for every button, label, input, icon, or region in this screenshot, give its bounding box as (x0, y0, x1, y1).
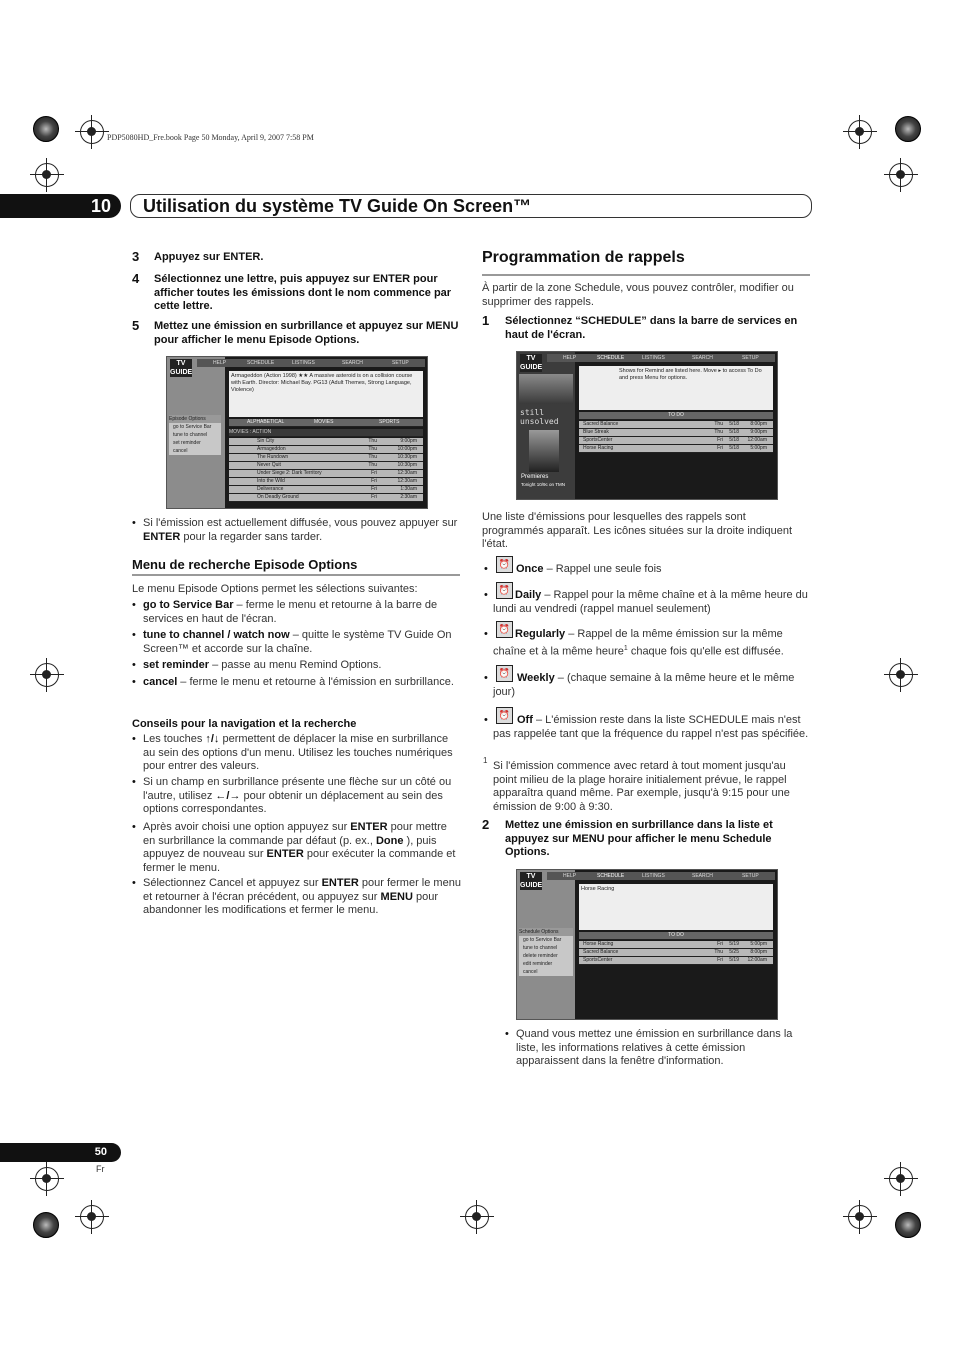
color-disc-top-right (895, 116, 921, 142)
language-code: Fr (96, 1164, 105, 1174)
row-date: 5/18 (729, 445, 739, 451)
row-time: 10:30pm (397, 454, 417, 460)
tv-guide-logo: TV GUIDE (520, 355, 543, 371)
menu-heading: Menu de recherche Episode Options (132, 557, 358, 572)
list-intro: Une liste d'émissions pour lesquelles des rappels sont programmés apparaît. Les icônes situées sur la droite indiquent l'état. (482, 511, 793, 550)
row-title: Armageddon (257, 446, 286, 452)
section-intro: À partir de la zone Schedule, vous pouvez contrôler, modifier ou supprimer des rappels. (482, 282, 794, 308)
row-title: Deliverance (257, 486, 284, 492)
state-regularly: Regularly – Rappel de la même émission sur la même chaîne et à la même heure$^1$ chaque fois qu'elle est diffusée. (493, 628, 784, 658)
table-row[interactable] (579, 949, 773, 957)
row-time: 12:30am (397, 478, 417, 484)
left-right-arrow-icon: ←/→ (215, 789, 241, 802)
row-title: Sin City (257, 438, 275, 444)
tip-up-down: Les touches ↑/↓ permettent de déplacer la mise en surbrillance au sein des options d'un menu. Utilisez les touches numériques pour entrer des valeurs. (143, 733, 453, 772)
ad-image (519, 374, 573, 404)
row-time: 9:00pm (400, 438, 417, 444)
registration-mark-mid-right (884, 658, 918, 692)
reminder-off-icon: ⏰ (496, 707, 513, 724)
registration-mark-bottom-left (30, 1162, 64, 1196)
color-disc-bottom-right (895, 1212, 921, 1238)
registration-mark-bottom-center (460, 1200, 494, 1234)
to-do-bar: TO DO (579, 412, 773, 420)
ad-subcaption: Tonight 10/9c on TMN (521, 482, 565, 487)
row-day: Fri (371, 478, 377, 484)
info-window: Horse Racing (579, 884, 773, 930)
chapter-title: Utilisation du système TV Guide On Screen™ (143, 196, 532, 216)
registration-mark-bottom-right (884, 1162, 918, 1196)
tab-search: SEARCH (342, 360, 363, 366)
row-title: Horse Racing (583, 941, 614, 947)
table-row[interactable] (229, 446, 423, 454)
row-title: Sacred Balance (583, 949, 619, 955)
registration-mark-top-left-2 (30, 158, 64, 192)
row-time: 12:00am (747, 957, 767, 963)
row-title: Sacred Balance (583, 421, 619, 427)
table-row[interactable] (579, 429, 773, 437)
step5-text: Mettez une émission en surbrillance et appuyez sur MENU pour afficher le menu Episode Options. (154, 320, 459, 346)
row-title: On Deadly Ground (257, 494, 299, 500)
reminder-regularly-icon: ⏰ (496, 621, 513, 638)
episode-options-screenshot (166, 356, 428, 509)
schedule-screenshot (516, 351, 778, 500)
tab-search: SEARCH (692, 873, 713, 879)
row-title: Into the Wild (257, 478, 285, 484)
tip-cancel: Sélectionnez Cancel et appuyez sur ENTER pour fermer le menu et retourner à l'écran précédent, ou appuyez sur MENU pour abandonner les modifications et fermer le menu. (143, 877, 461, 916)
row-day: Thu (368, 462, 377, 468)
step3-number: 3 (132, 249, 140, 264)
row-title: SportsCenter (583, 437, 613, 443)
row-time: 8:00pm (750, 421, 767, 427)
row-day: Thu (368, 454, 377, 460)
section-heading-rule (482, 274, 810, 276)
step4-text: Sélectionnez une lettre, puis appuyez sur ENTER pour afficher toutes les émissions dont le nom commence par cette lettre. (154, 273, 452, 312)
chapter-number: 10 (0, 194, 121, 218)
search-bar: ALPHABETICAL MOVIES SPORTS (229, 419, 423, 427)
color-disc-bottom-left (33, 1212, 59, 1238)
registration-mark-top-left (75, 115, 109, 149)
section-heading: Programmation de rappels (482, 249, 685, 266)
row-title: Horse Racing (583, 445, 614, 451)
table-row[interactable] (229, 470, 423, 478)
option-set-reminder: set reminder – passe au menu Remind Options. (143, 659, 382, 671)
tip-left-right: Si un champ en surbrillance présente une flèche sur un côté ou l'autre, utilisez ←/→ pour obtenir un déplacement au sein des options correspondantes. (143, 776, 452, 815)
row-time: 1:30am (400, 486, 417, 492)
registration-mark-top-right-2 (884, 158, 918, 192)
row-time: 12:30am (397, 470, 417, 476)
row-date: 5/18 (729, 421, 739, 427)
row-date: 5/25 (729, 949, 739, 955)
tab-schedule: SCHEDULE (597, 873, 625, 879)
tab-listings: LISTINGS (642, 355, 665, 361)
footnote-number: 1 (483, 756, 488, 765)
registration-mark-bottom-l2 (75, 1200, 109, 1234)
row-day: Thu (714, 949, 723, 955)
row-day: Fri (717, 941, 723, 947)
row-day: Fri (371, 486, 377, 492)
tab-schedule: SCHEDULE (247, 360, 275, 366)
step1-number: 1 (482, 313, 490, 328)
row-title: Under Siege 2: Dark Territory (257, 470, 322, 476)
color-disc-top-left (33, 116, 59, 142)
table-row[interactable] (229, 478, 423, 486)
reminder-weekly-icon: ⏰ (496, 665, 513, 682)
row-day: Fri (371, 470, 377, 476)
option-cancel: cancel – ferme le menu et retourne à l'émission en surbrillance. (143, 676, 454, 688)
step2-number: 2 (482, 817, 490, 832)
row-title: Never Quit (257, 462, 281, 468)
category-label: MOVIES : ACTION (229, 429, 423, 437)
row-day: Fri (371, 494, 377, 500)
row-time: 10:00pm (397, 446, 417, 452)
table-row[interactable] (579, 437, 773, 445)
state-daily: Daily – Rappel pour la même chaîne et à la même heure du lundi au vendredi (rappel manuel seulement) (493, 589, 808, 615)
option-tune-channel: tune to channel / watch now – quitte le système TV Guide On Screen™ et accorde sur la chaîne. (143, 629, 452, 655)
row-time: 10:30pm (397, 462, 417, 468)
table-row[interactable] (229, 454, 423, 462)
row-day: Fri (717, 437, 723, 443)
schedule-options-menu: Schedule Options go to Service Bar tune to channel delete reminder edit reminder cancel (519, 928, 573, 976)
tab-setup: SETUP (742, 873, 759, 879)
registration-mark-bottom-r2 (843, 1200, 877, 1234)
tab-listings: LISTINGS (642, 873, 665, 879)
row-time: 5:00pm (750, 941, 767, 947)
bullet-watch: Si l'émission est actuellement diffusée, vous pouvez appuyer sur ENTER pour la regarder sans tarder. (143, 517, 458, 543)
table-row[interactable] (579, 421, 773, 429)
row-time: 2:30am (400, 494, 417, 500)
tip-enter: Après avoir choisi une option appuyez sur ENTER pour mettre en surbrillance la commande par défaut (p. ex., Done ), puis appuyez de nouveau sur ENTER pour exécuter la commande et fermer le menu. (143, 821, 456, 874)
state-once: Once – Rappel une seule fois (516, 563, 662, 575)
row-day: Thu (368, 438, 377, 444)
table-row[interactable] (229, 438, 423, 446)
ad-text: still unsolved (520, 408, 559, 426)
row-day: Fri (717, 957, 723, 963)
service-bar (197, 359, 425, 367)
table-row[interactable] (579, 957, 773, 965)
step4-number: 4 (132, 271, 140, 286)
tab-setup: SETUP (392, 360, 409, 366)
registration-mark-mid-left (30, 658, 64, 692)
row-time: 12:00am (747, 437, 767, 443)
table-row[interactable] (229, 486, 423, 494)
episode-options-menu: Episode Options go to Service Bar tune to channel set reminder cancel (169, 415, 221, 455)
step5-number: 5 (132, 318, 140, 333)
option-service-bar: go to Service Bar – ferme le menu et retourne à la barre de services en haut de l'écran. (143, 599, 438, 625)
row-day: Thu (714, 421, 723, 427)
row-date: 5/18 (729, 437, 739, 443)
tab-listings: LISTINGS (292, 360, 315, 366)
table-row[interactable] (229, 494, 423, 502)
table-row[interactable] (579, 941, 773, 949)
tv-guide-logo: TV GUIDE (170, 360, 193, 376)
row-date: 5/19 (729, 957, 739, 963)
info-window: Shows for Remind are listed here. Move ▸ to access To Do and press Menu for options. (579, 366, 773, 410)
reminder-daily-icon: ⏰ (496, 582, 513, 599)
step3-text: Appuyez sur ENTER. (154, 251, 264, 263)
tab-setup: SETUP (742, 355, 759, 361)
tab-help: HELP (563, 355, 577, 361)
service-bar (547, 872, 775, 880)
step2-text: Mettez une émission en surbrillance dans la liste et appuyez sur MENU pour afficher le menu Schedule Options. (505, 819, 773, 858)
row-time: 8:00pm (750, 949, 767, 955)
footnote-text: Si l'émission commence avec retard à tout moment jusqu'au point milieu de la plage horaire initialement prévue, le rappel apparaîtra quand même. Par exemple, jusqu'à 9:15 pour une émission de 9:00 à 9:30. (493, 760, 790, 813)
row-day: Thu (714, 429, 723, 435)
row-title: SportsCenter (583, 957, 613, 963)
ad-figure (529, 430, 559, 472)
step1-text: Sélectionnez “SCHEDULE” dans la barre de services en haut de l'écran. (505, 315, 798, 341)
tab-help: HELP (213, 360, 227, 366)
to-do-bar: TO DO (579, 932, 773, 940)
up-down-arrow-icon: ↑/↓ (205, 733, 220, 745)
bullet-final: Quand vous mettez une émission en surbrillance dans la liste, les informations relatives à cette émission apparaissent dans la fenêtre d'information. (516, 1028, 793, 1067)
page-number: 50 (0, 1143, 121, 1162)
registration-mark-top-right (843, 115, 877, 149)
service-bar (547, 354, 775, 362)
row-date: 5/18 (729, 429, 739, 435)
row-time: 9:00pm (750, 429, 767, 435)
table-row[interactable] (579, 445, 773, 453)
row-day: Thu (368, 446, 377, 452)
row-title: The Rundown (257, 454, 289, 460)
tv-guide-logo: TV GUIDE (520, 873, 543, 889)
schedule-options-screenshot (516, 869, 778, 1020)
menu-intro: Le menu Episode Options permet les sélections suivantes: (132, 583, 418, 595)
row-time: 5:00pm (750, 445, 767, 451)
tab-schedule: SCHEDULE (597, 355, 625, 361)
tab-help: HELP (563, 873, 577, 879)
table-row[interactable] (229, 462, 423, 470)
row-day: Fri (717, 445, 723, 451)
file-info: PDP5080HD_Fre.book Page 50 Monday, April 9, 2007 7:58 PM (107, 133, 314, 142)
info-window: Armageddon (Action 1998) ★★ A massive asteroid is on a collision course with Earth. Director: Michael Bay. PG13 (Adult Themes, Strong Language, Violence) (229, 371, 423, 417)
tab-search: SEARCH (692, 355, 713, 361)
state-weekly: Weekly – (chaque semaine à la même heure et le même jour) (493, 672, 795, 698)
menu-heading-rule (132, 574, 460, 576)
tips-heading: Conseils pour la navigation et la recherche (132, 718, 357, 730)
state-off: Off – L'émission reste dans la liste SCHEDULE mais n'est pas rappelée tant que la fréquence du rappel n'est pas spécifiée. (493, 714, 809, 740)
row-date: 5/19 (729, 941, 739, 947)
ad-caption: Premieres (521, 474, 549, 480)
row-title: Blue Streak (583, 429, 609, 435)
reminder-once-icon: ⏰ (496, 556, 513, 573)
